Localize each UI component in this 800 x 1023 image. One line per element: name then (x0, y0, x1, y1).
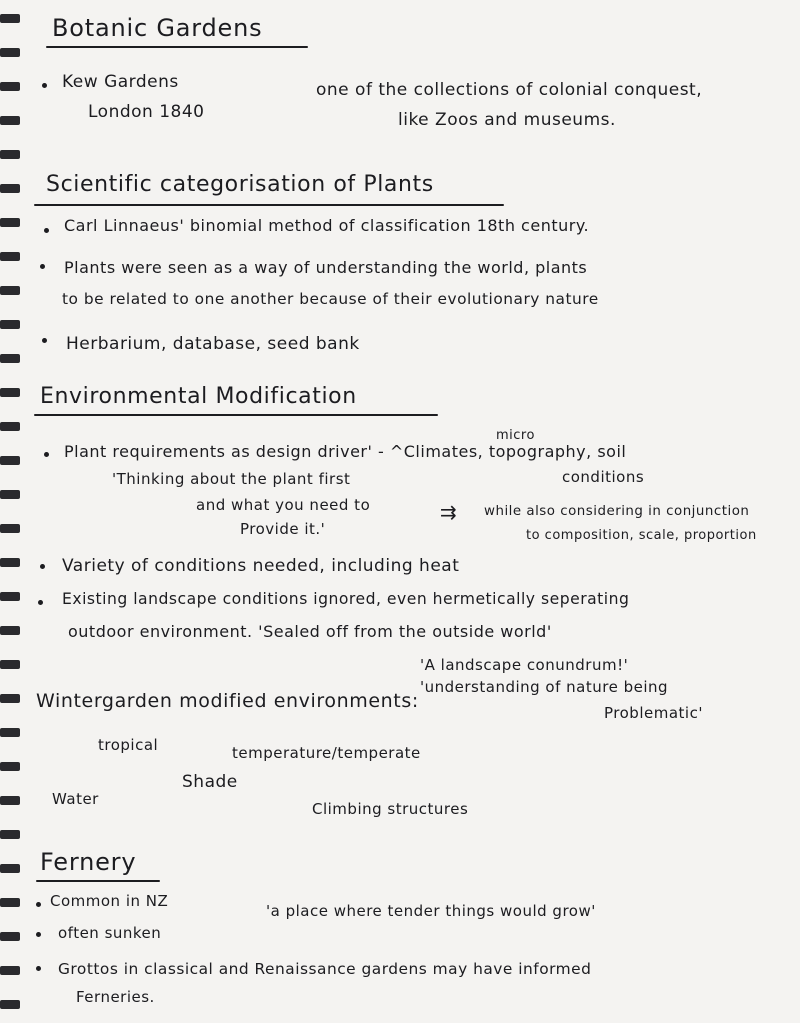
kew-gardens-text: Kew Gardens (62, 72, 179, 92)
understanding-nature-line2: Problematic' (604, 704, 703, 722)
wintergarden-water: Water (52, 790, 99, 808)
bullet (36, 966, 41, 971)
fernery-often-sunken: often sunken (58, 924, 162, 942)
bullet (38, 600, 43, 605)
fernery-common-nz: Common in NZ (50, 892, 169, 910)
thinking-quote-line3: Provide it.' (240, 520, 326, 538)
while-considering-line2: to composition, scale, proportion (526, 528, 757, 543)
bullet (44, 452, 49, 457)
heading-scientific-categorisation: Scientific categorisation of Plants (46, 172, 434, 197)
micro-annotation: micro (496, 428, 535, 443)
existing-landscape-line2: outdoor environment. 'Sealed off from the outside world' (68, 622, 552, 641)
while-considering-line1: while also considering in conjunction (484, 504, 750, 519)
heading-wintergarden: Wintergarden modified environments: (36, 690, 419, 712)
heading-environmental-modification: Environmental Modification (40, 384, 357, 409)
wintergarden-shade: Shade (182, 772, 238, 792)
kew-london-date: London 1840 (88, 102, 205, 122)
heading-underline (34, 204, 504, 206)
heading-underline (36, 880, 160, 882)
bullet (36, 902, 41, 907)
plant-requirements-text: Plant requirements as design driver' - ^Climates, topography, soil (64, 442, 627, 461)
colonial-note-line1: one of the collections of colonial conquest, (316, 80, 703, 100)
bullet (44, 228, 49, 233)
heading-underline (34, 414, 438, 416)
existing-landscape-line1: Existing landscape conditions ignored, even hermetically seperating (62, 590, 630, 608)
plants-understanding-line1: Plants were seen as a way of understanding the world, plants (64, 258, 588, 277)
wintergarden-climbing-structures: Climbing structures (312, 800, 469, 818)
plants-understanding-line2: to be related to one another because of their evolutionary nature (62, 290, 599, 308)
colonial-note-line2: like Zoos and museums. (398, 110, 616, 130)
heading-fernery: Fernery (40, 848, 137, 876)
bullet (40, 564, 45, 569)
wintergarden-temperature: temperature/temperate (232, 744, 421, 762)
heading-underline (46, 46, 308, 48)
spiral-binding (0, 0, 26, 1023)
conditions-text: conditions (562, 468, 645, 486)
bullet (36, 932, 41, 937)
fernery-tender-quote: 'a place where tender things would grow' (266, 902, 596, 920)
fernery-grottos-line2: Ferneries. (76, 988, 155, 1006)
thinking-quote-line2: and what you need to (196, 496, 371, 514)
wintergarden-tropical: tropical (98, 736, 159, 754)
herbarium-text: Herbarium, database, seed bank (66, 334, 360, 354)
understanding-nature-line1: 'understanding of nature being (420, 678, 669, 696)
heading-botanic-gardens: Botanic Gardens (52, 14, 263, 42)
variety-conditions-text: Variety of conditions needed, including heat (62, 556, 460, 576)
thinking-quote-line1: 'Thinking about the plant first (112, 470, 351, 488)
fernery-grottos-line1: Grottos in classical and Renaissance gardens may have informed (58, 960, 592, 978)
arrow-icon: ⇉ (440, 500, 458, 524)
bullet (42, 338, 47, 343)
bullet (40, 264, 45, 269)
landscape-conundrum-quote: 'A landscape conundrum!' (420, 656, 629, 674)
bullet (42, 83, 47, 88)
linnaeus-text: Carl Linnaeus' binomial method of classification 18th century. (64, 216, 590, 235)
